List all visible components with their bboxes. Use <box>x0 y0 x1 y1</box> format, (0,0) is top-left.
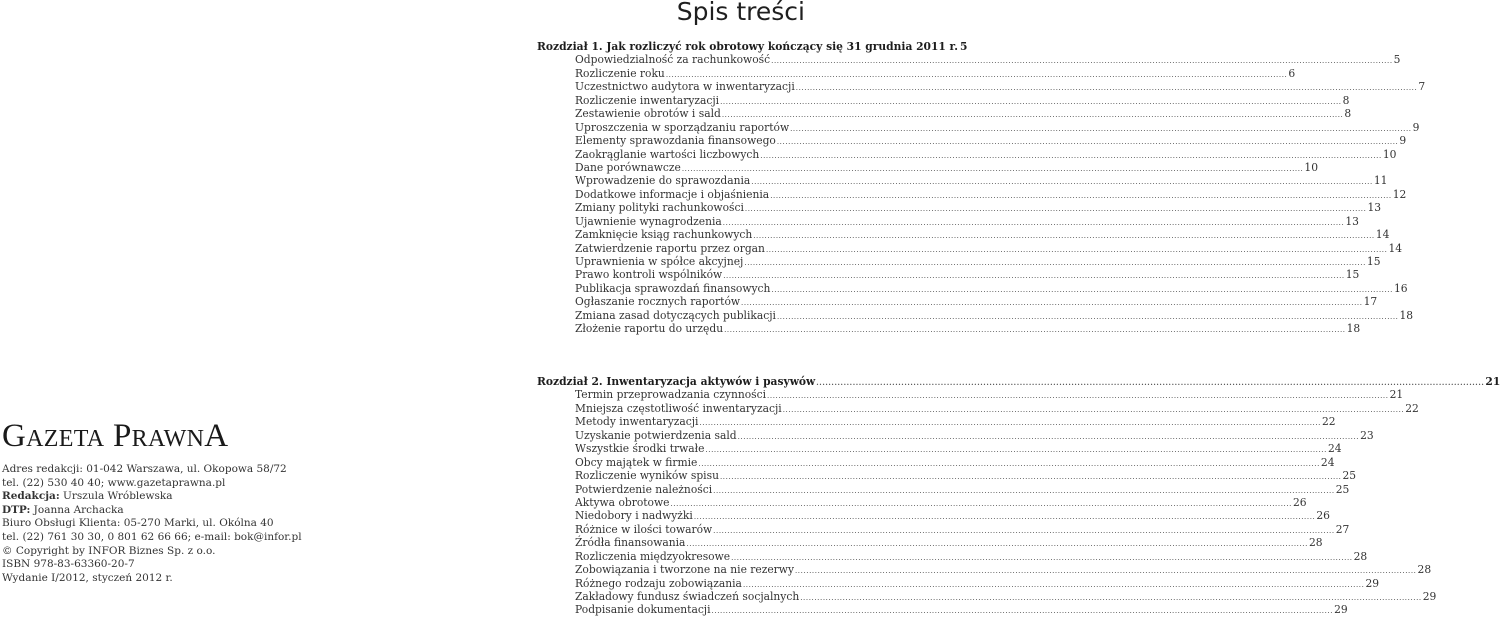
imprint <box>2 463 302 585</box>
page-number: 18 <box>1346 322 1361 336</box>
toc-label: Zatwierdzenie raportu przez organ <box>575 241 765 255</box>
toc-entry[interactable] <box>537 160 1318 174</box>
toc-entry[interactable] <box>537 120 1420 134</box>
dot-leader: ............................................................................................................................................................................................................................ <box>753 232 1375 241</box>
toc-entry[interactable] <box>537 295 1378 309</box>
dot-leader: ............................................................................................................................................................................................................................ <box>771 57 1393 66</box>
toc-entry[interactable] <box>537 255 1381 268</box>
imprint-text: Biuro Obsługi Klienta: 05-270 Marki, ul. Okólna 40 <box>2 517 274 530</box>
page-number: 10 <box>1304 160 1318 174</box>
page-number: 29 <box>1365 576 1380 590</box>
toc-label: Publikacja sprawozdań finansowych <box>575 281 771 295</box>
dot-leader: ............................................................................................................................................................................................................................ <box>816 378 1485 387</box>
toc-label: Rozdział 1. Jak rozliczyć rok obrotowy kończący się 31 grudnia 2011 r. <box>537 40 958 53</box>
toc-label: Niedobory i nadwyżki <box>575 509 693 523</box>
toc-entry[interactable] <box>537 469 1357 483</box>
toc-label: Metody inwentaryzacji <box>575 415 699 429</box>
toc-entry[interactable] <box>537 107 1352 121</box>
toc-label: Uzyskanie potwierdzenia sald <box>575 428 737 442</box>
toc-entry[interactable] <box>537 147 1397 161</box>
page-number: 22 <box>1322 415 1336 429</box>
page-number: 13 <box>1345 214 1359 228</box>
page-number: 25 <box>1335 482 1350 496</box>
dot-leader: ............................................................................................................................................................................................................................ <box>681 164 1304 173</box>
page-number: 8 <box>1344 107 1352 121</box>
page-number: 6 <box>1288 66 1296 80</box>
dot-leader: ............................................................................................................................................................................................................................ <box>770 191 1392 200</box>
toc-label: Termin przeprowadzania czynności <box>575 388 767 402</box>
toc-label: Źródła finansowania <box>575 536 686 550</box>
toc-label: Zakładowy fundusz świadczeń socjalnych <box>575 590 800 603</box>
imprint-line <box>2 558 302 572</box>
page-number: 24 <box>1320 455 1335 469</box>
toc-entry[interactable] <box>537 522 1350 536</box>
page-title: Spis treści <box>676 0 805 26</box>
toc-entry[interactable] <box>537 603 1348 617</box>
toc-entry[interactable] <box>537 442 1342 456</box>
toc-label: Zmiany polityki rachunkowości <box>575 201 744 215</box>
toc-label: Wszystkie środki trwałe <box>575 442 705 456</box>
dot-leader: ............................................................................................................................................................................................................................ <box>767 392 1389 401</box>
dot-leader: ............................................................................................................................................................................................................................ <box>741 299 1363 308</box>
toc-label: Zamknięcie ksiąg rachunkowych <box>575 228 753 242</box>
toc-entry[interactable] <box>537 388 1404 402</box>
imprint-line <box>2 490 302 504</box>
toc-entry[interactable] <box>537 308 1414 322</box>
toc-entry[interactable] <box>537 576 1380 590</box>
toc-label: Ogłaszanie rocznych raportów <box>575 295 741 309</box>
dot-leader: ............................................................................................................................................................................................................................ <box>800 594 1422 602</box>
dot-leader: ............................................................................................................................................................................................................................ <box>782 405 1405 414</box>
toc-entry[interactable] <box>537 241 1403 255</box>
dot-leader: ............................................................................................................................................................................................................................ <box>722 218 1345 227</box>
toc-chapter-1 <box>537 40 1426 336</box>
toc-label: Dane porównawcze <box>575 160 681 174</box>
page-number: 21 <box>1389 388 1404 402</box>
toc-entry[interactable] <box>537 549 1368 563</box>
dot-leader: ............................................................................................................................................................................................................................ <box>776 312 1399 321</box>
toc-label: Rozliczenie inwentaryzacji <box>575 93 720 107</box>
toc-label: Uproszczenia w sporządzaniu raportów <box>575 120 790 134</box>
toc-label: Aktywa obrotowe <box>575 495 670 509</box>
dot-leader: ............................................................................................................................................................................................................................ <box>705 446 1327 455</box>
dot-leader: ............................................................................................................................................................................................................................ <box>737 432 1360 441</box>
dot-leader: ............................................................................................................................................................................................................................ <box>795 84 1418 93</box>
imprint-text: tel. (22) 530 40 40; www.gazetaprawna.pl <box>2 476 226 489</box>
page-number: 21 <box>1485 375 1500 388</box>
toc-label: Zestawienie obrotów i sald <box>575 107 721 121</box>
dot-leader: ............................................................................................................................................................................................................................ <box>731 553 1353 562</box>
page-number: 28 <box>1417 563 1432 577</box>
toc-entry[interactable] <box>537 482 1350 496</box>
page-number: 5 <box>1393 53 1401 67</box>
page-number: 29 <box>1334 603 1348 617</box>
toc-entry[interactable] <box>537 322 1361 336</box>
page-number: 14 <box>1375 228 1390 242</box>
imprint-text: Adres redakcji: 01-042 Warszawa, ul. Okopowa 58/72 <box>2 463 287 475</box>
toc-entry[interactable] <box>537 80 1426 94</box>
page-number: 29 <box>1422 590 1437 603</box>
toc-label: Rozdział 2. Inwentaryzacja aktywów i pasywów <box>537 375 816 388</box>
toc-entry[interactable] <box>537 187 1407 201</box>
toc-entry[interactable] <box>537 509 1330 523</box>
imprint-label: Redakcja: <box>2 490 60 503</box>
dot-leader: ............................................................................................................................................................................................................................ <box>765 245 1388 254</box>
toc-label: Ujawnienie wynagrodzenia <box>575 214 722 228</box>
page-number: 10 <box>1382 147 1397 161</box>
page-number: 7 <box>1418 80 1426 94</box>
dot-leader: ............................................................................................................................................................................................................................ <box>721 111 1344 120</box>
toc-label: Podpisanie dokumentacji <box>575 603 711 617</box>
dot-leader: ............................................................................................................................................................................................................................ <box>723 272 1345 281</box>
toc-label: Elementy sprawozdania finansowego <box>575 134 776 148</box>
dot-leader: ............................................................................................................................................................................................................................ <box>744 205 1367 214</box>
page-number: 26 <box>1293 495 1307 509</box>
toc-entry[interactable] <box>537 201 1382 215</box>
imprint-text: Wydanie I/2012, styczeń 2012 r. <box>2 571 173 584</box>
dot-leader: ............................................................................................................................................................................................................................ <box>711 607 1334 616</box>
dot-leader: ............................................................................................................................................................................................................................ <box>670 499 1292 508</box>
imprint-text: © Copyright by INFOR Biznes Sp. z o.o. <box>2 544 216 557</box>
page-number: 25 <box>1342 469 1357 483</box>
toc-label: Potwierdzenie należności <box>575 482 713 496</box>
toc-chapter-heading[interactable] <box>537 375 1500 388</box>
imprint-text: tel. (22) 761 30 30, 0 801 62 66 66; e-mail: bok@infor.pl <box>2 530 302 543</box>
page-number: 14 <box>1388 241 1403 255</box>
toc-entry[interactable] <box>537 228 1390 242</box>
toc-label: Uprawnienia w spółce akcyjnej <box>575 255 744 268</box>
page-number: 23 <box>1360 428 1374 442</box>
dot-leader: ............................................................................................................................................................................................................................ <box>699 419 1321 428</box>
dot-leader: ............................................................................................................................................................................................................................ <box>724 326 1346 335</box>
page-number: 9 <box>1412 120 1420 134</box>
toc-entry[interactable] <box>537 428 1374 442</box>
imprint-text: Joanna Archacka <box>30 503 124 516</box>
toc-label: Zaokrąglanie wartości liczbowych <box>575 147 760 161</box>
toc-label: Zobowiązania i tworzone na nie rezerwy <box>575 563 794 577</box>
toc-label: Złożenie raportu do urzędu <box>575 322 724 336</box>
toc-label: Dodatkowe informacje i objaśnienia <box>575 187 770 201</box>
page-number: 24 <box>1327 442 1342 456</box>
dot-leader: ............................................................................................................................................................................................................................ <box>720 97 1342 106</box>
toc-label: Rozliczenie roku <box>575 66 665 80</box>
page-number: 18 <box>1399 308 1414 322</box>
toc-label: Uczestnictwo audytora w inwentaryzacji <box>575 80 795 94</box>
toc-entry[interactable] <box>537 53 1401 67</box>
dot-leader: ............................................................................................................................................................................................................................ <box>665 70 1288 79</box>
imprint-text: Urszula Wróblewska <box>59 490 173 503</box>
dot-leader: ............................................................................................................................................................................................................................ <box>790 124 1412 133</box>
toc-entry[interactable] <box>537 455 1335 469</box>
dot-leader: ............................................................................................................................................................................................................................ <box>771 285 1393 294</box>
toc-label: Wprowadzenie do sprawozdania <box>575 174 751 188</box>
toc-chapter-2 <box>537 375 1500 617</box>
toc-entry[interactable] <box>537 134 1407 148</box>
toc-label: Mniejsza częstotliwość inwentaryzacji <box>575 401 782 415</box>
toc-entry[interactable] <box>537 536 1323 550</box>
dot-leader: ............................................................................................................................................................................................................................ <box>713 526 1335 535</box>
toc-entry[interactable] <box>537 415 1336 429</box>
dot-leader: ............................................................................................................................................................................................................................ <box>742 580 1365 589</box>
toc-entry[interactable] <box>537 495 1307 509</box>
toc-entry[interactable] <box>537 93 1350 107</box>
imprint-label: DTP: <box>2 503 31 516</box>
dot-leader: ............................................................................................................................................................................................................................ <box>713 486 1335 495</box>
imprint-line <box>2 572 302 586</box>
toc-entry[interactable] <box>537 281 1408 295</box>
imprint-line <box>2 545 302 559</box>
dot-leader: ............................................................................................................................................................................................................................ <box>744 259 1366 267</box>
toc-label: Prawo kontroli wspólników <box>575 268 723 282</box>
page-number: 26 <box>1316 509 1330 523</box>
dot-leader: ............................................................................................................................................................................................................................ <box>693 513 1316 522</box>
toc-label: Różnice w ilości towarów <box>575 522 713 536</box>
imprint-text: ISBN 978-83-63360-20-7 <box>2 558 135 571</box>
page-number: 16 <box>1393 281 1408 295</box>
imprint-line <box>2 504 302 518</box>
imprint-line <box>2 517 302 531</box>
imprint-line <box>2 477 302 491</box>
imprint-line <box>2 463 302 477</box>
dot-leader: ............................................................................................................................................................................................................................ <box>794 567 1417 576</box>
page-number: 22 <box>1405 401 1419 415</box>
toc-label: Obcy majątek w firmie <box>575 455 698 469</box>
page-number: 5 <box>959 40 968 53</box>
dot-leader: ............................................................................................................................................................................................................................ <box>698 459 1320 468</box>
imprint-line <box>2 531 302 545</box>
toc-label: Różnego rodzaju zobowiązania <box>575 576 742 590</box>
page-number: 12 <box>1392 187 1407 201</box>
dot-leader: ............................................................................................................................................................................................................................ <box>719 473 1342 482</box>
toc-entry[interactable] <box>537 401 1419 415</box>
toc-entry[interactable] <box>537 214 1359 228</box>
toc-label: Rozliczenie wyników spisu <box>575 469 719 483</box>
page-number: 28 <box>1308 536 1323 550</box>
toc-entry[interactable] <box>537 590 1437 603</box>
dot-leader: ............................................................................................................................................................................................................................ <box>751 178 1373 187</box>
toc-entry[interactable] <box>537 268 1360 282</box>
toc-entry[interactable] <box>537 174 1388 188</box>
page-number: 28 <box>1353 549 1368 563</box>
toc-entry[interactable] <box>537 66 1296 80</box>
page-number: 27 <box>1335 522 1350 536</box>
page-number: 15 <box>1366 255 1381 268</box>
toc-label: Rozliczenia międzyokresowe <box>575 549 731 563</box>
page-number: 11 <box>1373 174 1388 188</box>
toc-chapter-heading[interactable] <box>537 40 968 53</box>
dot-leader: ............................................................................................................................................................................................................................ <box>776 138 1399 147</box>
page-number: 13 <box>1367 201 1382 215</box>
toc-label: Zmiana zasad dotyczących publikacji <box>575 308 776 322</box>
publisher-logo: GAZETA PRAWNA <box>2 418 229 454</box>
page-number: 15 <box>1345 268 1360 282</box>
toc-entry[interactable] <box>537 563 1432 577</box>
page-number: 9 <box>1399 134 1407 148</box>
toc-label: Odpowiedzialność za rachunkowość <box>575 53 771 67</box>
page-number: 17 <box>1363 295 1378 309</box>
dot-leader: ............................................................................................................................................................................................................................ <box>760 151 1382 160</box>
page-number: 8 <box>1342 93 1350 107</box>
publisher-column <box>0 0 400 590</box>
dot-leader: ............................................................................................................................................................................................................................ <box>686 540 1308 549</box>
